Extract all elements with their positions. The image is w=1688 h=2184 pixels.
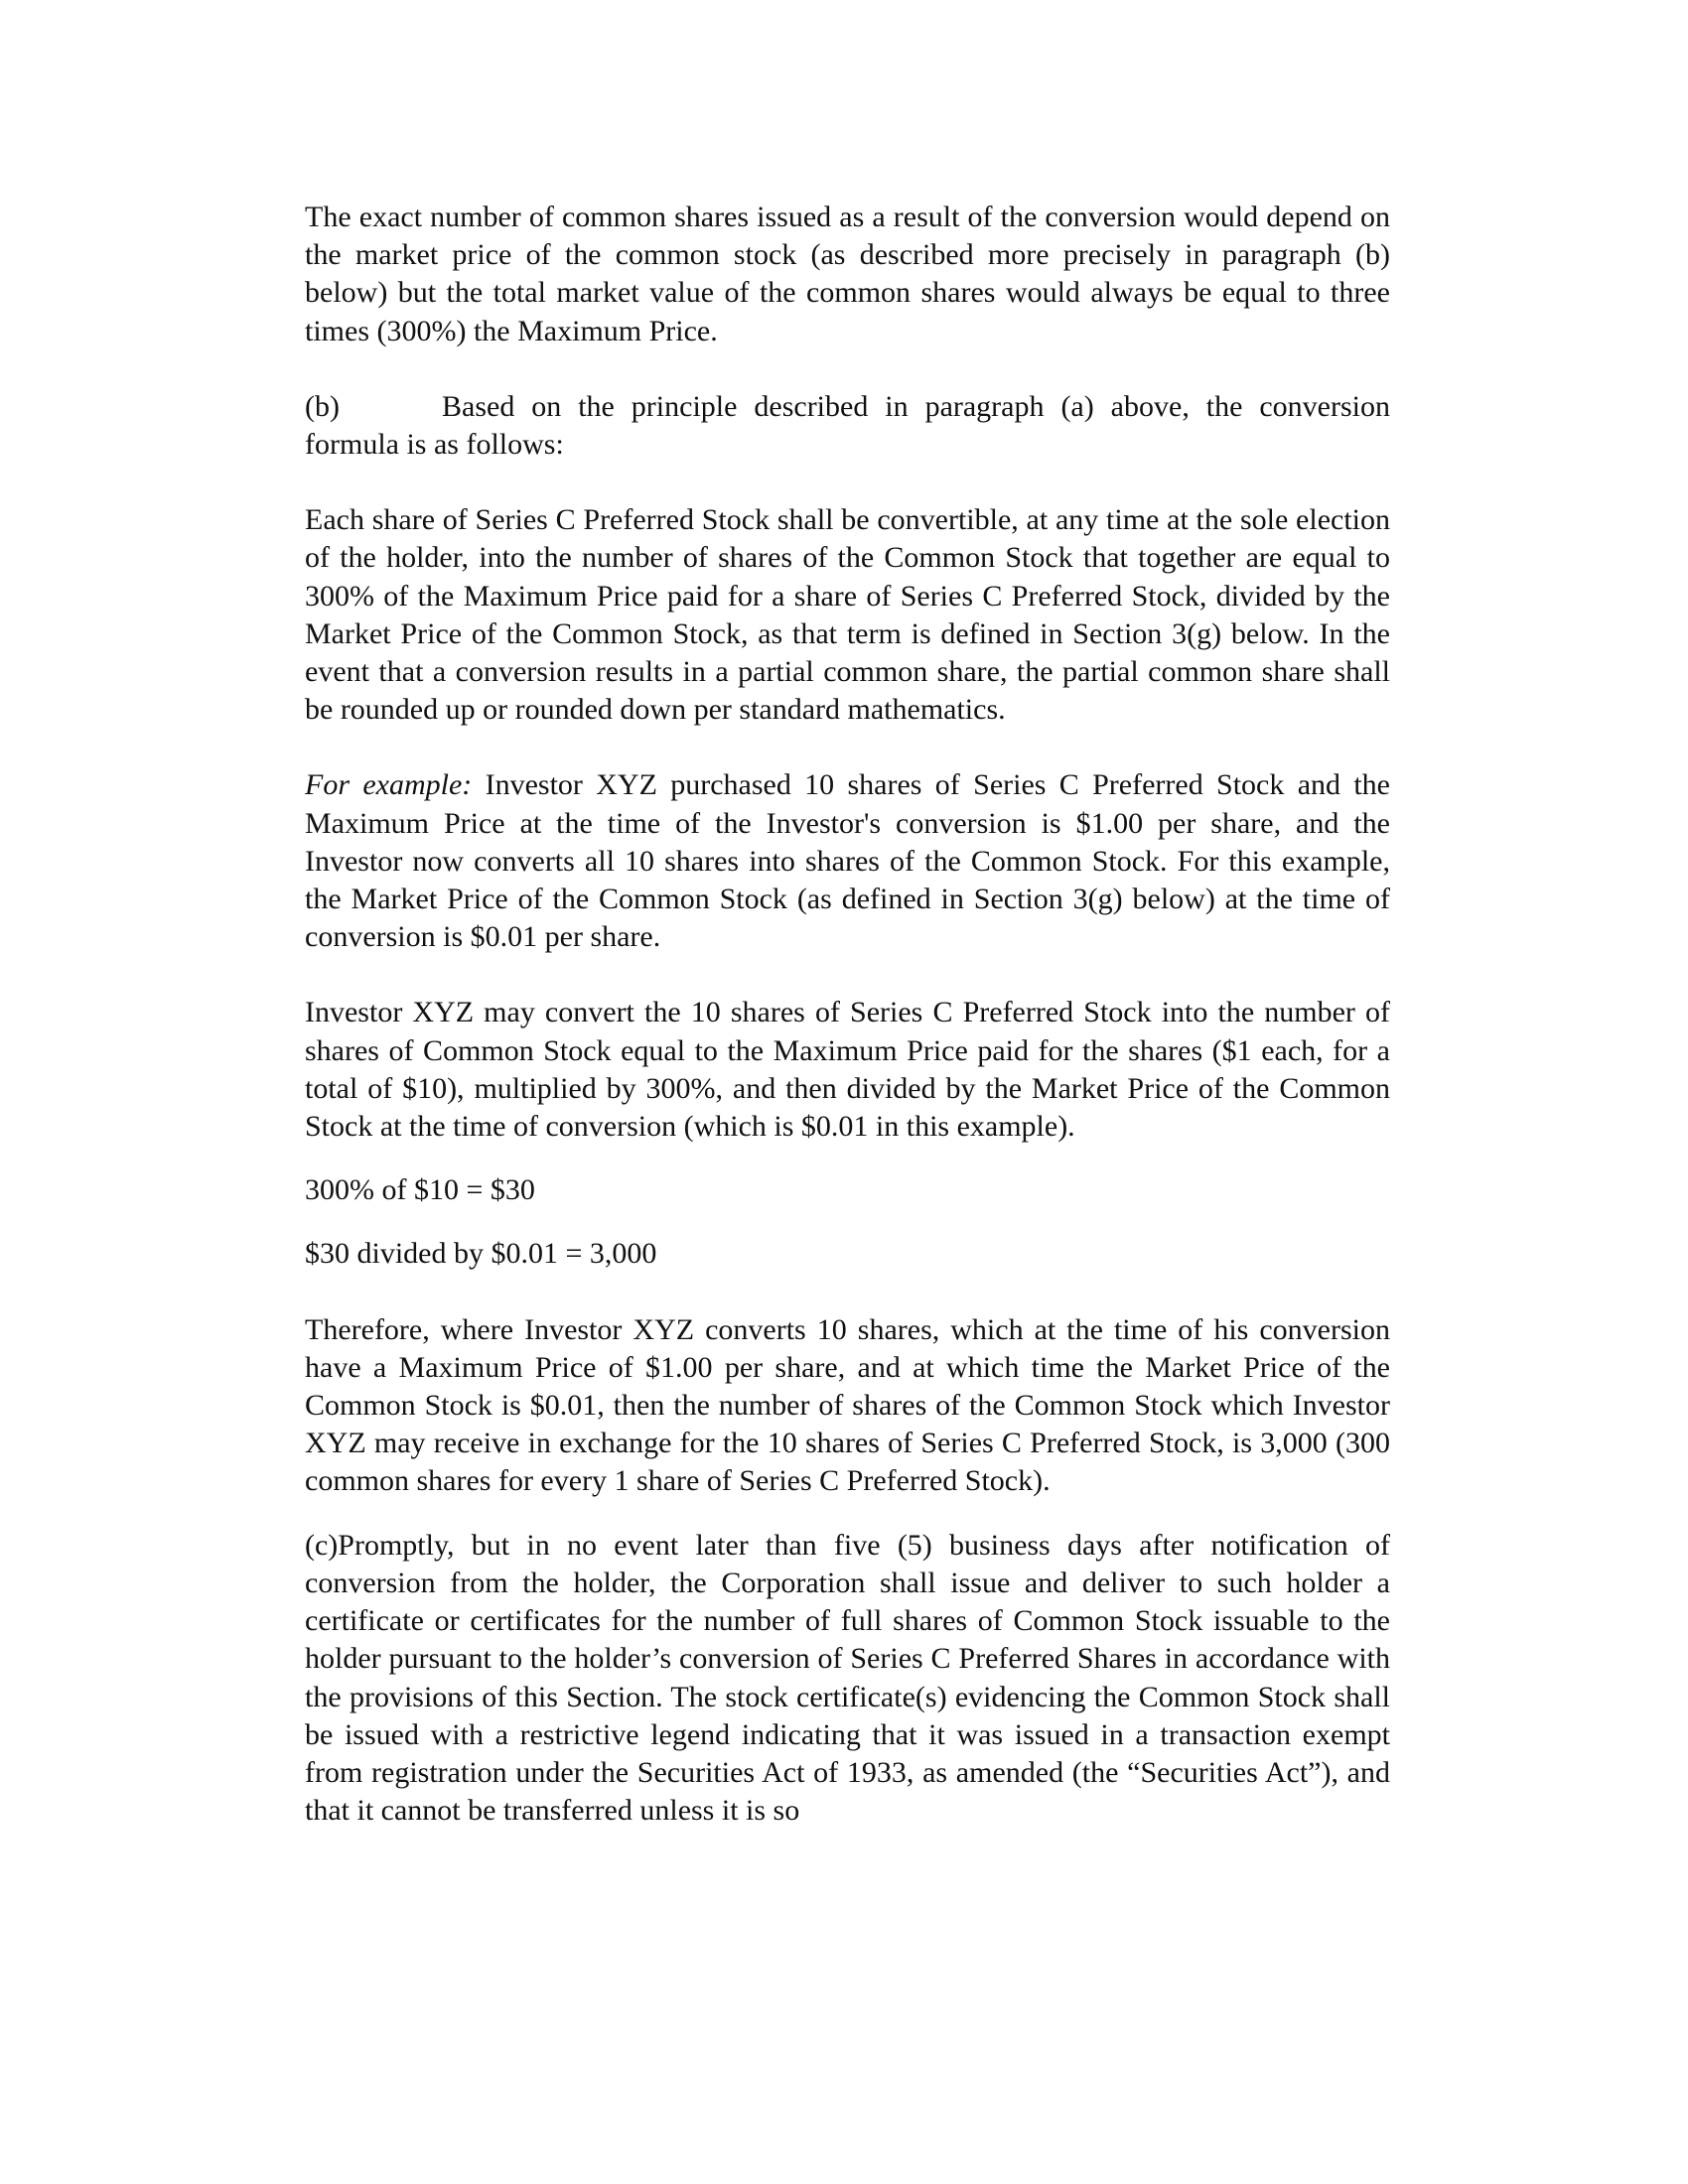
paragraph-b-text: Based on the principle described in paragraph (a) above, the conversion formula is as follows: bbox=[305, 389, 1390, 462]
calculation-line-2: $30 divided by $0.01 = 3,000 bbox=[305, 1237, 657, 1271]
paragraph-b-label: (b) bbox=[305, 389, 340, 423]
paragraph-b-conversion-formula bbox=[305, 388, 1390, 464]
paragraph-conversion-overview: The exact number of common shares issued as a result of the conversion would depend on the market price of the common stock (as described more precisely in paragraph (b) below) but the total market value of the common shares would always be equal to three times (300%) the Maximum Price. bbox=[305, 201, 1390, 347]
paragraph-example bbox=[305, 766, 1390, 956]
document-page bbox=[305, 199, 1390, 1830]
paragraph-conversion-rule: Each share of Series C Preferred Stock shall be convertible, at any time at the sole election of the holder, into the number of shares of the Common Stock that together are equal to 300% of the Maximum Price paid for a share of Series C Preferred Stock, divided by the Market Price of the Common Stock, as that term is defined in Section 3(g) below. In the event that a conversion results in a partial common share, the partial common share shall be rounded up or rounded down per standard mathematics. bbox=[305, 503, 1390, 727]
calculation-line-1: 300% of $10 = $30 bbox=[305, 1173, 535, 1207]
paragraph-example-calculation: Investor XYZ may convert the 10 shares of Series C Preferred Stock into the number of shares of Common Stock equal to the Maximum Price paid for the shares ($1 each, for a total of $10), multiplied by 300%, and then divided by the Market Price of the Common Stock at the time of conversion (which is $0.01 in this example). bbox=[305, 996, 1390, 1144]
paragraph-example-result: Therefore, where Investor XYZ converts 10 shares, which at the time of his conversion have a Maximum Price of $1.00 per share, and at which time the Market Price of the Common Stock is $0.01, then the number of shares of the Common Stock which Investor XYZ may receive in exchange for the 10 shares of Series C Preferred Stock, is 3,000 (300 common shares for every 1 share of Series C Preferred Stock). bbox=[305, 1312, 1390, 1498]
paragraph-c-certificate-delivery: (c)Promptly, but in no event later than five (5) business days after notification of conversion from the holder, the Corporation shall issue and deliver to such holder a certificate or certificates for the number of full shares of Common Stock issuable to the holder pursuant to the holder’s conversion of Series C Preferred Shares in accordance with the provisions of this Section. The stock certificate(s) evidencing the Common Stock shall be issued with a restrictive legend indicating that it was issued in a transaction exempt from registration under the Securities Act of 1933, as amended (the “Securities Act”), and that it cannot be transferred unless it is so bbox=[305, 1528, 1390, 1828]
example-lead: For example: bbox=[305, 768, 473, 802]
example-text: Investor XYZ purchased 10 shares of Series C Preferred Stock and the Maximum Price at the time of the Investor's conversion is $1.00 per share, and the Investor now converts all 10 shares into shares of the Common Stock. For this example, the Market Price of the Common Stock (as defined in Section 3(g) below) at the time of conversion is $0.01 per share. bbox=[305, 768, 1390, 954]
